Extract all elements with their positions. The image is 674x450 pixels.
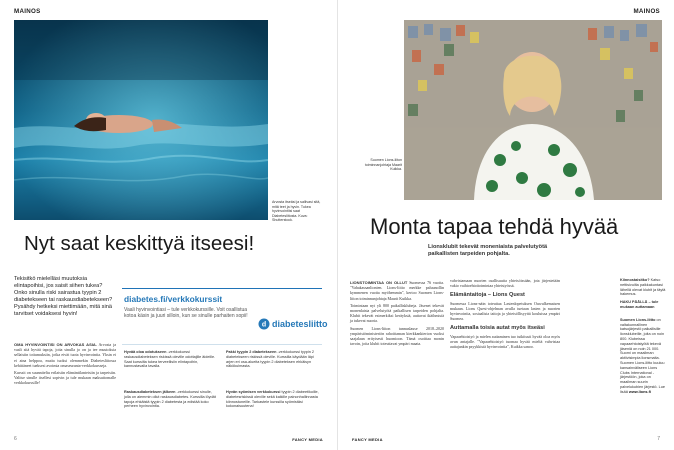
- sidebar-question-text: Katso nettisivuilta paikkakuntasi lähellä olevat klubit ja täytä hakemus.: [620, 278, 666, 297]
- course-box-2-title: Raskausdiabeteksen jälkeen: [124, 390, 176, 394]
- diabetesliitto-logo-icon: [258, 318, 270, 330]
- diabetesliitto-logo-text: diabetesliitto: [272, 319, 328, 329]
- course-box-4-text: tyypin 2 diabeetikoille, diabetesriskissä oleville sekä kaikille painonhallinnasta kiinnostuneille. Tarkastele kurssilla syömistäsi kokonaisuutena!: [226, 390, 319, 409]
- col2-subheading-1: Elämäntaitoja – Lions Quest: [450, 292, 525, 299]
- right-page: [337, 0, 674, 450]
- lions-sidebar: [620, 278, 666, 395]
- sidebar-question-block: [620, 278, 666, 297]
- course-box-4-title: Hyvän syömisen verkkokurssi: [226, 390, 281, 394]
- body-intro: Arvosta ja vaali sitä hyvää tapoja, joita sinulla jo on ja tee muutoksia sellaisiin tottumuksiin, jotka eivät tuota hyvinvointia. Yksin ei ei aina helppoa, mutta tuoksi olemmekin Diabetesliitossa kehittäneet tueksesi avoimia omaseuranta-verkkokursseja.: [14, 342, 116, 368]
- sidebar-info-title: Suomen Lions-liitto: [620, 317, 656, 322]
- headline: Monta tapaa tehdä hyvää: [370, 214, 619, 239]
- portrait-photo: [404, 20, 662, 200]
- body-intro-bold: OMA HYVINVOINTISI ON ARVOKAS ASIA.: [14, 342, 97, 347]
- swimming-photo: [14, 20, 268, 220]
- lions-website-link[interactable]: www.lions.fi: [628, 389, 651, 394]
- page-number: 7: [657, 436, 660, 442]
- promo-top-rule: [122, 288, 322, 289]
- col2-subheading-2: Auttamalla toisia autat myös itseäsi: [450, 325, 545, 332]
- body-paragraph-2: Kurssit on suunniteltu erilaisiin elämäntilanteisiin ja tarpeisiin. Valitse sinulle itsellesi sopivin ja tule mukaan maksuttomalle verkkokurssille!: [14, 370, 116, 386]
- body-text: [14, 342, 116, 386]
- sidebar-info-text: on valtakunnallinen katsojärjestö paikallisille lionsklubeille, joita on noin 800. Klubeissa vapaaehtoistyötä tekevä jäseniä on noin 21 000. Suomi on maailman aktiivisimpia lionsmaita. Suomen Lions-liitto kuuluu kansainväliseen Lions Clubs International -järjestöön, joka on maailman suurin palvelukubien järjestö.: [620, 317, 665, 389]
- subtitle: Lionsklubit tekevät moneniaista palvelutyötä paikallisten tarpeiden pohjalta.: [428, 244, 548, 257]
- sidebar-cta: HAKU PÄÄLLÄ – tule mukaan auttamaan: [620, 300, 659, 309]
- course-box-3-title: Pakki tyypin 2 diabetekseen: [226, 350, 277, 354]
- lead-paragraph: Tekisitkö mielelläsi muutoksia elintapoihisi, jos saisit siihen tukea? Onko sinulla riski sairastua tyypin 2 diabetekseen tai raskausdiabetekseen? Pysähdy hetkeksi miettimään, mitä sinä tarvitset voidaksesi hyvin!: [14, 276, 113, 317]
- course-box-2: [124, 390, 218, 409]
- col1-paragraph-b: Toimintaan nyt yli 800 paikallisklubeja. Jäsenet tekevät monenlaista palvelutyötä paikallisen tarpeiden pohjalta. Klubit tekevät esimerkiksi keräyksiä, auttavat ikäihmisiä ja tukevat nuoria.: [350, 302, 444, 324]
- ad-tag: MAINOS: [14, 8, 41, 15]
- col1-intro-bold: LIONSTOIMINTAA ON OLLUT: [350, 280, 408, 285]
- svg-text:d: d: [261, 321, 267, 329]
- ad-tag: MAINOS: [633, 8, 660, 15]
- page-number: 6: [14, 436, 17, 442]
- verkkokurssit-link[interactable]: diabetes.fi/verkkokurssit: [124, 294, 223, 304]
- course-box-1-title: Hyvää oloa odotukseen: [124, 350, 167, 354]
- photo-caption: Arvosta itseäsi ja sallivasi sitä, mitä teet ja hyvin. Tukea hyvinvointiisi saat Diabetesliitosta. Kuva: Shutterstock.: [272, 200, 321, 223]
- right-column-2: [450, 278, 560, 349]
- headline: Nyt saat keskittyä itseesi!: [24, 232, 255, 255]
- col1-paragraph-c: Suomen Lions-liiton tunnuslause 2018–2020 ympäristöministeriön rahoittaman kierkkankierton vuoksi saajalaan erityisesti huomioon. Tämä osoittaa monin tavoin, joita klubit toteuttavat ympäri maata.: [350, 325, 444, 347]
- sidebar-question: Kiinnostaisitko?: [620, 278, 650, 282]
- course-box-3: [226, 350, 322, 369]
- col2-intro: vahvistamaan nuorten osallisuutta yhteisöissään, jota järjestetään vakio vaihtoehtoitoimintaa yhteistyössä.: [450, 278, 560, 289]
- portrait-photo-illustration: [404, 20, 662, 200]
- sidebar-info-block: [620, 318, 666, 395]
- col2-paragraph-1: Suomessa Lions-näin toteuttaa Lastenlopetuksen Ouwulkemaisen mukaan. Lions Quest-ohjelman avulla tuetaan lasten ja nuorten hyvinvointia, sosiaalisia taitoja ja yhteisöllisyyttä kouluissa ympäri Suomea.: [450, 300, 560, 322]
- col1-intro: Suomessa 76 vuotta. "Vahakassanlionien. Lions-liitto merkke paluunollin kymmenen vuotta myöhemmin", kertoo Suomen Lions-liiton toiminnanjohtaja Maarit Kuikka.: [350, 280, 445, 301]
- course-box-2-text: -verkkokurssi sinulle, jolla on aiemmin ollut raskausdiabetes. Kurssilla löydät tapoja ehkäistä tyypin 2 diabetesta ja edistää koko perheen hyvinvointia.: [124, 390, 216, 409]
- right-column-1: [350, 280, 444, 346]
- course-box-3-text: -verkkokurssi tyypin 2 diabetekseen riskissä oleville. Kurssilla käydään läpi arjen eri osa-alueita tyypin 2 diabeteksen ehkäisyn näkökulmasta.: [226, 350, 315, 369]
- course-box-1-text: -verkkokurssi raskausdiabeteksen riskissä oleville odottajille äideille. Saat kurssilta tukea terveellisiin elintapoihin, kannustavalla tavalla.: [124, 350, 216, 369]
- swimming-photo-illustration: [14, 20, 268, 220]
- footer-brand: FANCY MEDIA: [292, 437, 323, 442]
- col2-paragraph-2: Vapaaehtoistyö ja mielen auttaminen tuo tutkitusti hyvää oloa myös avun antajalle. "Vapaaehtoistyö tuomaa hyvää mieltä vahvistaa auttajankin psyykkistä hyvinvointia", Kuikka sanoo.: [450, 333, 560, 350]
- course-box-1: [124, 350, 218, 369]
- course-box-4: [226, 390, 322, 409]
- photo-caption: Suomen Lions-liiton toiminnanjohtaja Maarit Kuikka.: [364, 158, 402, 172]
- diabetesliitto-logo: [258, 318, 328, 330]
- promo-divider: [122, 344, 322, 345]
- promo-text: Vaali hyvinvointiasi – tule verkkokurssille. Voit osallistua kotoa käsin ja juuri silloin, kun se sinulle parhaiten sopii!: [124, 307, 248, 320]
- sidebar-link-prefix: Lue lisää: [620, 384, 665, 394]
- footer-brand: FANCY MEDIA: [352, 437, 383, 442]
